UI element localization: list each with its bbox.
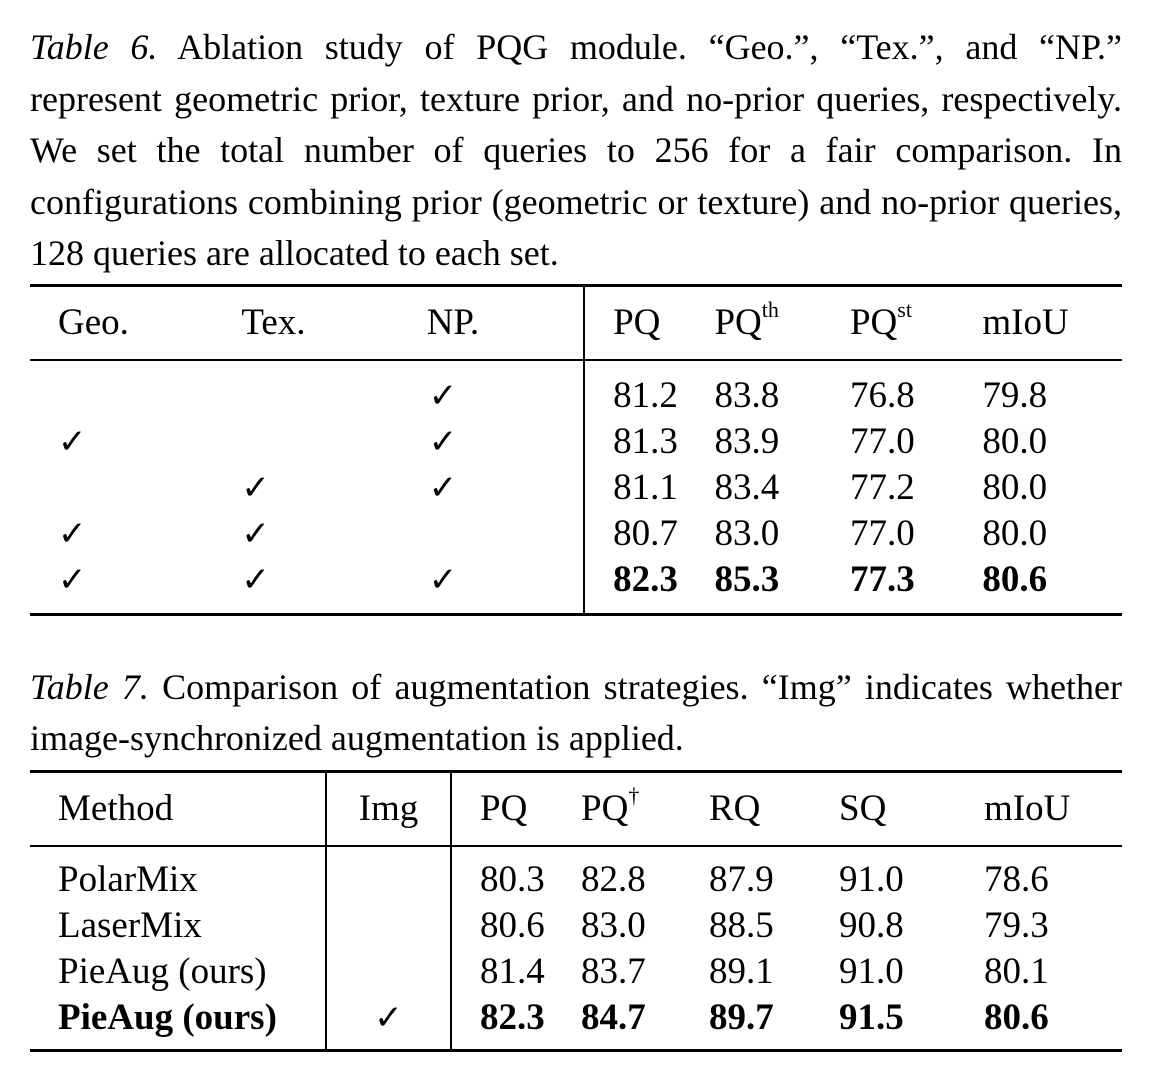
cell-rq: 88.5 — [709, 904, 774, 946]
table7-row — [30, 949, 1122, 995]
cell-sq: 91.0 — [839, 858, 904, 900]
cell-miou: 78.6 — [984, 858, 1049, 900]
table6-row — [30, 465, 1122, 511]
cell-pq-th: 83.8 — [714, 374, 780, 416]
table7-row — [30, 846, 1122, 903]
table6-row-best — [30, 557, 1122, 615]
cell-pq-th: 83.0 — [714, 512, 780, 554]
cell-geo: ✓ — [58, 513, 87, 554]
cell-miou: 80.6 — [982, 558, 1048, 600]
cell-method: LaserMix — [58, 904, 202, 946]
header-pq-st-sup: st — [897, 297, 912, 322]
table7-caption-label: Table 7. — [30, 666, 149, 707]
cell-miou: 79.3 — [984, 904, 1049, 946]
cell-miou: 80.0 — [982, 420, 1048, 462]
cell-pq: 82.3 — [584, 557, 714, 615]
header-rq: RQ — [709, 771, 839, 846]
table6-row — [30, 511, 1122, 557]
cell-miou: 80.0 — [982, 466, 1048, 508]
cell-pq-st: 77.3 — [849, 558, 915, 600]
cell-geo — [30, 360, 213, 419]
cell-sq: 91.0 — [839, 950, 904, 992]
cell-pq: 80.7 — [584, 511, 714, 557]
cell-method: PieAug (ours) — [58, 996, 277, 1038]
cell-pq-dagger: 83.0 — [581, 904, 646, 946]
table7 — [30, 770, 1122, 1052]
cell-pq-th: 83.4 — [714, 466, 780, 508]
table6-row — [30, 360, 1122, 419]
header-pq-dagger-base: PQ — [581, 788, 629, 829]
cell-miou: 79.8 — [982, 374, 1048, 416]
paper-page — [30, 22, 1122, 1052]
header-pq-th-sup: th — [761, 297, 779, 322]
table6-row — [30, 419, 1122, 465]
cell-miou: 80.0 — [982, 512, 1048, 554]
header-pq: PQ — [584, 285, 714, 360]
table6-caption-text: Ablation study of PQG module. “Geo.”, “Tex.”, and “NP.” represent geometric prior, texture prior, and no-prior queries, respectively. We set the total number of queries to 256 for a fair comparison. In configurations combining prior (geometric or texture) and no-prior queries, 128 queries are allocated to each set. — [30, 27, 1122, 273]
cell-np — [397, 511, 584, 557]
cell-rq: 89.7 — [709, 996, 774, 1038]
cell-rq: 87.9 — [709, 858, 774, 900]
header-miou: mIoU — [984, 771, 1122, 846]
cell-sq: 90.8 — [839, 904, 904, 946]
cell-img — [326, 846, 451, 903]
cell-tex: ✓ — [241, 559, 270, 600]
header-miou: mIoU — [982, 285, 1122, 360]
header-method: Method — [30, 771, 326, 846]
cell-np: ✓ — [428, 467, 458, 508]
cell-pq-st: 77.0 — [849, 512, 915, 554]
cell-pq-th: 83.9 — [714, 420, 780, 462]
cell-img — [326, 949, 451, 995]
cell-pq: 81.1 — [584, 465, 714, 511]
cell-pq-st: 77.2 — [849, 466, 915, 508]
header-pq-dagger-sup: † — [628, 783, 640, 808]
header-pq-st — [850, 285, 982, 360]
cell-pq-dagger: 84.7 — [581, 996, 646, 1038]
cell-pq: 80.6 — [451, 903, 581, 949]
header-pq-th-base: PQ — [714, 302, 762, 343]
table7-caption-text: Comparison of augmentation strategies. “Img” indicates whether image-synchronized augmentation is applied. — [30, 666, 1123, 758]
cell-tex — [213, 419, 396, 465]
cell-rq: 89.1 — [709, 950, 774, 992]
cell-pq: 81.2 — [584, 360, 714, 419]
cell-pq: 81.4 — [451, 949, 581, 995]
cell-np: ✓ — [428, 559, 458, 600]
header-np: NP. — [397, 285, 584, 360]
table6-caption — [30, 22, 1122, 280]
cell-pq: 80.3 — [451, 846, 581, 903]
header-pq-st-base: PQ — [849, 302, 898, 343]
cell-geo — [30, 465, 213, 511]
cell-miou: 80.1 — [984, 950, 1049, 992]
header-pq-th — [714, 285, 849, 360]
table6-header-row — [30, 285, 1122, 360]
cell-pq: 82.3 — [451, 995, 581, 1051]
table6-caption-label: Table 6. — [30, 27, 158, 67]
cell-pq-st: 76.8 — [849, 374, 915, 416]
cell-geo: ✓ — [58, 421, 87, 462]
cell-pq-dagger: 83.7 — [581, 950, 646, 992]
table7-header-row — [30, 771, 1122, 846]
cell-method: PieAug (ours) — [58, 950, 267, 992]
header-sq: SQ — [839, 771, 984, 846]
header-img: Img — [326, 771, 451, 846]
cell-tex: ✓ — [241, 467, 270, 508]
cell-geo: ✓ — [58, 559, 87, 600]
cell-pq-dagger: 82.8 — [581, 858, 646, 900]
cell-tex — [213, 360, 396, 419]
table7-row-best — [30, 995, 1122, 1051]
cell-sq: 91.5 — [839, 996, 904, 1038]
header-tex: Tex. — [213, 285, 396, 360]
cell-pq-th: 85.3 — [714, 558, 780, 600]
header-geo: Geo. — [30, 285, 213, 360]
table6 — [30, 284, 1122, 616]
cell-pq: 81.3 — [584, 419, 714, 465]
header-pq-dagger — [581, 771, 709, 846]
cell-img — [326, 903, 451, 949]
cell-np: ✓ — [428, 375, 458, 416]
cell-img: ✓ — [326, 995, 451, 1051]
table7-row — [30, 903, 1122, 949]
cell-method: PolarMix — [58, 858, 198, 900]
cell-tex: ✓ — [241, 513, 270, 554]
header-pq: PQ — [451, 771, 581, 846]
cell-pq-st: 77.0 — [849, 420, 915, 462]
cell-miou: 80.6 — [984, 996, 1049, 1038]
cell-np: ✓ — [428, 421, 458, 462]
table7-caption — [30, 662, 1122, 765]
